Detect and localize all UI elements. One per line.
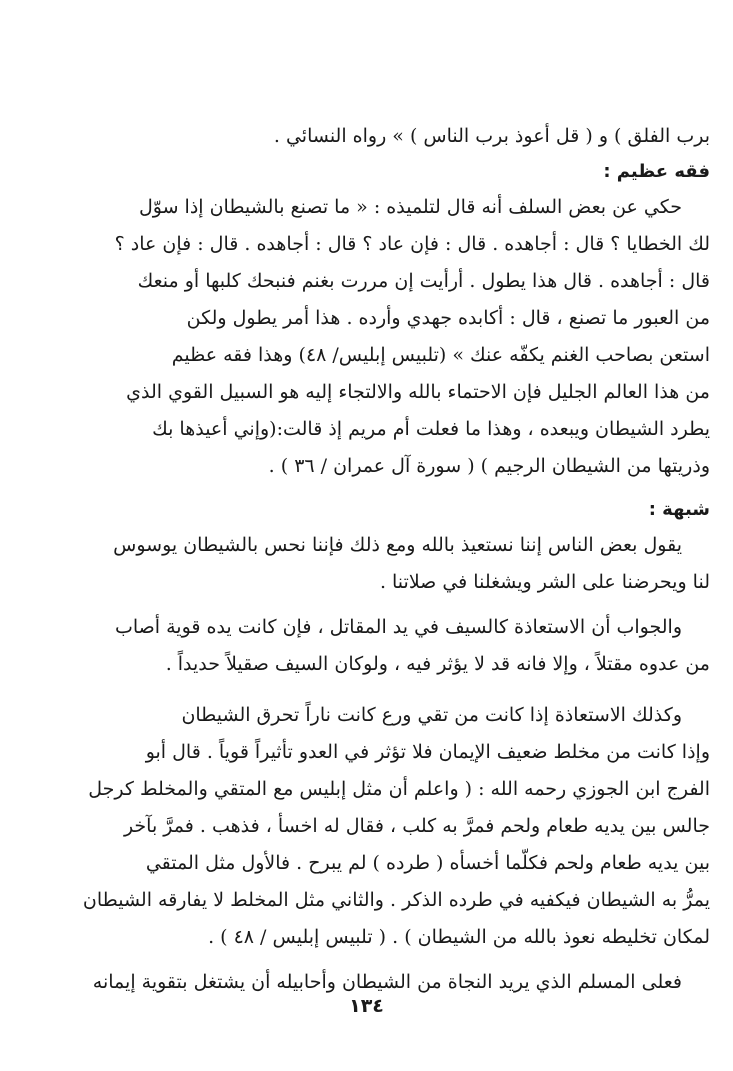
text-line: جالس بين يديه طعام ولحم فمرَّ به كلب ، فقال له اخسأ ، فذهب . فمرَّ بآخر xyxy=(123,815,710,837)
text-line: فعلى المسلم الذي يريد النجاة من الشيطان وأحابيله أن يشتغل بتقوية إيمانه xyxy=(92,971,682,993)
text-line: الفرج ابن الجوزي رحمه الله : ( واعلم أن مثل إبليس مع المتقي والمخلط كرجل xyxy=(88,778,710,800)
text-line: وذريتها من الشيطان الرجيم ) ( سورة آل عمران / ٣٦ ) . xyxy=(268,455,710,477)
text-line: وإذا كانت من مخلط ضعيف الإيمان فلا تؤثر في العدو تأثيراً قوياً . قال أبو xyxy=(145,741,710,763)
section-heading-great-fiqh: فقه عظيم : xyxy=(603,161,710,182)
text-line: لنا ويحرضنا على الشر ويشغلنا في صلاتنا . xyxy=(379,571,710,593)
text-line: من هذا العالم الجليل فإن الاحتماء بالله والالتجاء إليه هو السبيل القوي الذي xyxy=(126,381,710,403)
text-line: يمرُّ به الشيطان فيكفيه في طرده الذكر . والثاني مثل المخلط لا يفارقه الشيطان xyxy=(82,889,710,911)
text-line: قال : أجاهده . قال هذا يطول . أرأيت إن مررت بغنم فنبحك كلبها أو منعك xyxy=(137,270,710,292)
text-line: لك الخطايا ؟ قال : أجاهده . قال : فإن عاد ؟ قال : أجاهده . قال : فإن عاد ؟ xyxy=(114,233,710,255)
text-line: بين يديه طعام ولحم فكلّما أخسأه ( طرده ) لم يبرح . فالأول مثل المتقي xyxy=(145,852,710,874)
text-line: والجواب أن الاستعاذة كالسيف في يد المقاتل ، فإن كانت يده قوية أصاب xyxy=(114,616,682,638)
text-line: يقول بعض الناس إننا نستعيذ بالله ومع ذلك فإننا نحس بالشيطان يوسوس xyxy=(113,534,682,556)
text-line: يطرد الشيطان ويبعده ، وهذا ما فعلت أم مريم إذ قالت:(وإني أعيذها بك xyxy=(152,418,710,440)
text-line: وكذلك الاستعاذة إذا كانت من تقي ورع كانت ناراً تحرق الشيطان xyxy=(181,704,682,726)
section-heading-doubt: شبهة : xyxy=(648,499,710,520)
text-line: استعن بصاحب الغنم يكفّه عنك » (تلبيس إبليس/ ٤٨) وهذا فقه عظيم xyxy=(171,344,710,366)
text-line: برب الفلق ) و ( قل أعوذ برب الناس ) » رواه النسائي . xyxy=(273,125,710,147)
text-line: لمكان تخليطه نعوذ بالله من الشيطان ) . ( تلبيس إبليس / ٤٨ ) . xyxy=(208,926,710,948)
text-line: من العبور ما تصنع ، قال : أكابده جهدي وأرده . هذا أمر يطول ولكن xyxy=(186,307,710,329)
text-line: حكي عن بعض السلف أنه قال لتلميذه : « ما تصنع بالشيطان إذا سوّل xyxy=(138,196,682,218)
page-body xyxy=(40,118,710,1001)
text-line: من عدوه مقتلاً ، وإلا فانه قد لا يؤثر فيه ، ولوكان السيف صقيلاً حديداً . xyxy=(165,653,710,675)
page-number: ١٣٤ xyxy=(349,995,384,1017)
